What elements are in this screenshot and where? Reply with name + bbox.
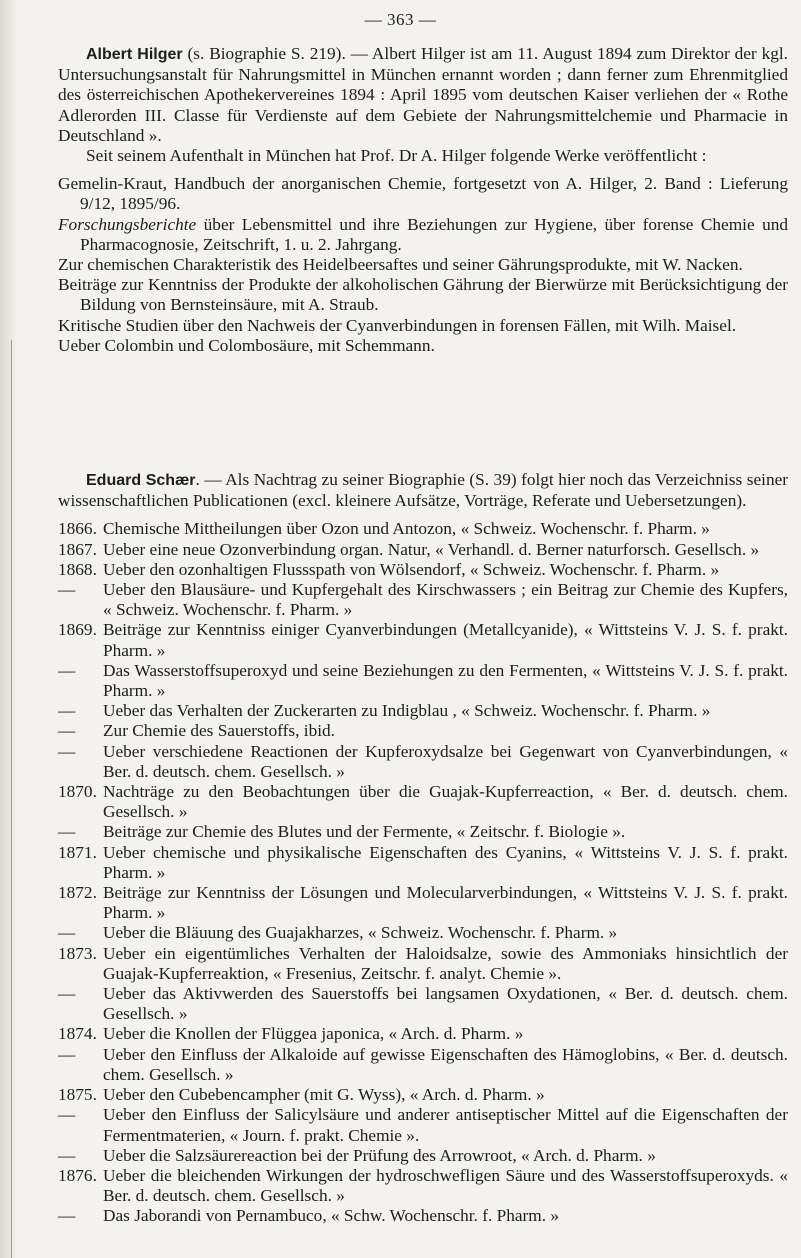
publication-year: 1873.: [58, 943, 97, 963]
publication-text: Das Wasserstoffsuperoxyd und seine Beziehungen zu den Fermenten, « Wittsteins V. J. S. f. prakt. Pharm. »: [103, 660, 788, 701]
hilger-work-item: [58, 174, 788, 214]
publication-entry: [58, 1105, 788, 1145]
publication-text: Das Jaborandi von Pernambuco, « Schw. Wochenschr. f. Pharm. »: [103, 1206, 559, 1226]
hilger-work-text: über Lebensmittel und ihre Beziehungen zur Hygiene, über forense Chemie und Pharmacognosie, Zeitschrift, 1. u. 2. Jahrgang.: [80, 214, 788, 254]
publication-entry: [58, 1024, 788, 1044]
page-gutter-shadow: [0, 0, 18, 1258]
hilger-work-text: Ueber Colombin und Colombosäure, mit Schemmann.: [58, 335, 435, 355]
publication-year: —: [58, 1105, 76, 1125]
publication-year: 1866.: [58, 519, 97, 539]
publication-year: —: [58, 580, 76, 600]
publication-text: Ueber den Einfluss der Alkaloide auf gewisse Eigenschaften des Hämoglobins, « Ber. d. deutsch. chem. Gesellsch. »: [103, 1044, 788, 1084]
hilger-intro-paragraph: [58, 44, 788, 146]
publication-year: —: [58, 741, 76, 761]
hilger-work-item: [58, 255, 788, 275]
publication-text: Ueber den Cubebencampher (mit G. Wyss), « Arch. d. Pharm. »: [103, 1085, 545, 1105]
publication-entry: [58, 701, 788, 721]
publication-year: 1872.: [58, 883, 97, 903]
publication-text: Ueber den Einfluss der Salicylsäure und anderer antiseptischer Mittel auf die Eigenschaften der Fermentmaterien, « Journ. f. prakt. Chemie ».: [103, 1105, 788, 1145]
publication-text: Chemische Mittheilungen über Ozon und Antozon, « Schweiz. Wochenschr. f. Pharm. »: [103, 519, 710, 539]
publication-text: Zur Chemie des Sauerstoffs, ibid.: [103, 721, 335, 741]
publication-year: 1875.: [58, 1085, 97, 1105]
publication-text: Ueber eine neue Ozonverbindung organ. Natur, « Verhandl. d. Berner naturforsch. Gesellsch. »: [103, 539, 760, 559]
publication-entry: [58, 661, 788, 701]
publication-text: Ueber die Knollen der Flüggea japonica, « Arch. d. Pharm. »: [103, 1024, 524, 1044]
publication-entry: [58, 984, 788, 1024]
publication-year: —: [58, 701, 76, 721]
publication-entry: [58, 822, 788, 842]
schaer-name: Eduard Schær: [86, 472, 196, 489]
publication-entry: [58, 580, 788, 620]
publication-entry: [58, 883, 788, 923]
page-number: — 363 —: [364, 10, 437, 29]
publication-text: Ueber die Bläuung des Guajakharzes, « Schweiz. Wochenschr. f. Pharm. »: [103, 923, 618, 943]
hilger-work-text: Kritische Studien über den Nachweis der Cyanverbindungen in forensen Fällen, mit Wilh. Maisel.: [58, 315, 737, 335]
publication-year: —: [58, 1044, 76, 1064]
hilger-intro-text: (s. Biographie S. 219). — Albert Hilger ist am 11. August 1894 zum Direktor der kgl. Untersuchungsanstalt für Nahrungsmittel in München ernannt worden ; dann ferner zum Ehrenmitglied des österreichischen Apothekervereines 1894 : April 1895 vom deutschen Kaiser verliehen der « Rothe Adlerorden III. Classe für Verdienste auf dem Gebiete der Nahrungsmittelchemie und Pharmacie in Deutschland ».: [58, 44, 789, 145]
publication-text: Ueber chemische und physikalische Eigenschaften des Cyanins, « Wittsteins V. J. S. f. prakt. Pharm. »: [103, 842, 788, 882]
publication-entry: [58, 519, 788, 539]
publication-entry: [58, 1085, 788, 1105]
hilger-name: Albert Hilger: [86, 46, 183, 63]
publication-year: —: [58, 822, 76, 842]
hilger-work-text: Gemelin-Kraut, Handbuch der anorganischen Chemie, fortgesetzt von A. Hilger, 2. Band : Lieferung 9/12, 1895/96.: [58, 174, 788, 214]
hilger-work-item: [58, 215, 788, 255]
publication-year: 1868.: [58, 559, 97, 579]
publication-entry: [58, 620, 788, 660]
publication-year: —: [58, 923, 76, 943]
schaer-intro-paragraph: [58, 470, 788, 511]
hilger-work-item: [58, 316, 788, 336]
publication-entry: [58, 1146, 788, 1166]
publication-entry: [58, 742, 788, 782]
publication-entry: [58, 1166, 788, 1206]
publication-entry: [58, 560, 788, 580]
publication-year: —: [58, 1206, 76, 1226]
publication-text: Beiträge zur Kenntniss einiger Cyanverbindungen (Metallcyanide), « Wittsteins V. J. S. f. prakt. Pharm. »: [103, 620, 788, 660]
hilger-work-item: [58, 275, 788, 315]
schaer-section: [58, 470, 788, 1227]
hilger-section: [58, 44, 788, 356]
hilger-works-list: [58, 174, 788, 356]
page-edge-line: [11, 340, 12, 1258]
publication-text: Ueber das Aktivwerden des Sauerstoffs bei langsamen Oxydationen, « Ber. d. deutsch. chem. Gesellsch. »: [103, 984, 788, 1024]
publication-entry: [58, 721, 788, 741]
publication-entry: [58, 540, 788, 560]
publication-year: 1874.: [58, 1024, 97, 1044]
hilger-work-item: [58, 336, 788, 356]
schaer-publications-list: [58, 519, 788, 1226]
publication-text: Nachträge zu den Beobachtungen über die Guajak-Kupferreaction, « Ber. d. deutsch. chem. Gesellsch. »: [103, 782, 788, 822]
publication-year: 1871.: [58, 842, 97, 862]
publication-year: —: [58, 721, 76, 741]
publication-text: Ueber den Blausäure- und Kupfergehalt des Kirschwassers ; ein Beitrag zur Chemie des Kupfers, « Schweiz. Wochenschr. f. Pharm. »: [103, 580, 788, 620]
hilger-work-italic-title: Forschungsberichte: [58, 214, 197, 234]
publication-text: Ueber das Verhalten der Zuckerarten zu Indigblau , « Schweiz. Wochenschr. f. Pharm. »: [103, 701, 711, 721]
publication-text: Ueber verschiedene Reactionen der Kupferoxydsalze bei Gegenwart von Cyanverbindungen, « Ber. d. deutsch. chem. Gesellsch. »: [103, 741, 788, 781]
publication-text: Beiträge zur Kenntniss der Lösungen und Molecularverbindungen, « Wittsteins V. J. S. f. prakt. Pharm. »: [103, 883, 788, 923]
publication-text: Ueber die bleichenden Wirkungen der hydroschwefligen Säure und des Wasserstoffsuperoxyds. « Ber. d. deutsch. chem. Gesellsch. »: [103, 1165, 788, 1206]
publication-text: Ueber den ozonhaltigen Flussspath von Wölsendorf, « Schweiz. Wochenschr. f. Pharm. »: [103, 559, 720, 579]
publication-text: Ueber ein eigentümliches Verhalten der Haloidsalze, sowie des Ammoniaks hinsichtlich der Guajak-Kupferreaktion, « Fresenius, Zeitschr. f. analyt. Chemie ».: [103, 943, 788, 983]
publication-entry: [58, 1206, 788, 1226]
publication-text: Ueber die Salzsäurereaction bei der Prüfung des Arrowroot, « Arch. d. Pharm. »: [103, 1145, 656, 1165]
publication-entry: [58, 843, 788, 883]
publication-entry: [58, 1045, 788, 1085]
hilger-work-text: Zur chemischen Charakteristik des Heidelbeersaftes und seiner Gährungsprodukte, mit W. Nacken.: [58, 255, 743, 275]
publication-year: —: [58, 984, 76, 1004]
publication-year: 1876.: [58, 1165, 97, 1185]
publication-year: 1870.: [58, 782, 97, 802]
schaer-intro-text: . — Als Nachtrag zu seiner Biographie (S. 39) folgt hier noch das Verzeichniss seiner wissenschaftlichen Publicationen (excl. kleinere Aufsätze, Vorträge, Referate und Uebersetzungen).: [58, 470, 789, 511]
hilger-works-lead: Seit seinem Aufenthalt in München hat Prof. Dr A. Hilger folgende Werke veröffentlicht :: [86, 146, 707, 166]
hilger-work-text: Beiträge zur Kenntniss der Produkte der alkoholischen Gährung der Bierwürze mit Berücksichtigung der Bildung von Bernsteinsäure, mit A. Straub.: [58, 275, 788, 315]
publication-entry: [58, 944, 788, 984]
publication-entry: [58, 782, 788, 822]
publication-year: —: [58, 660, 76, 680]
publication-year: —: [58, 1145, 76, 1165]
publication-text: Beiträge zur Chemie des Blutes und der Fermente, « Zeitschr. f. Biologie ».: [103, 822, 626, 842]
publication-year: 1869.: [58, 620, 97, 640]
publication-year: 1867.: [58, 539, 97, 559]
publication-entry: [58, 923, 788, 943]
